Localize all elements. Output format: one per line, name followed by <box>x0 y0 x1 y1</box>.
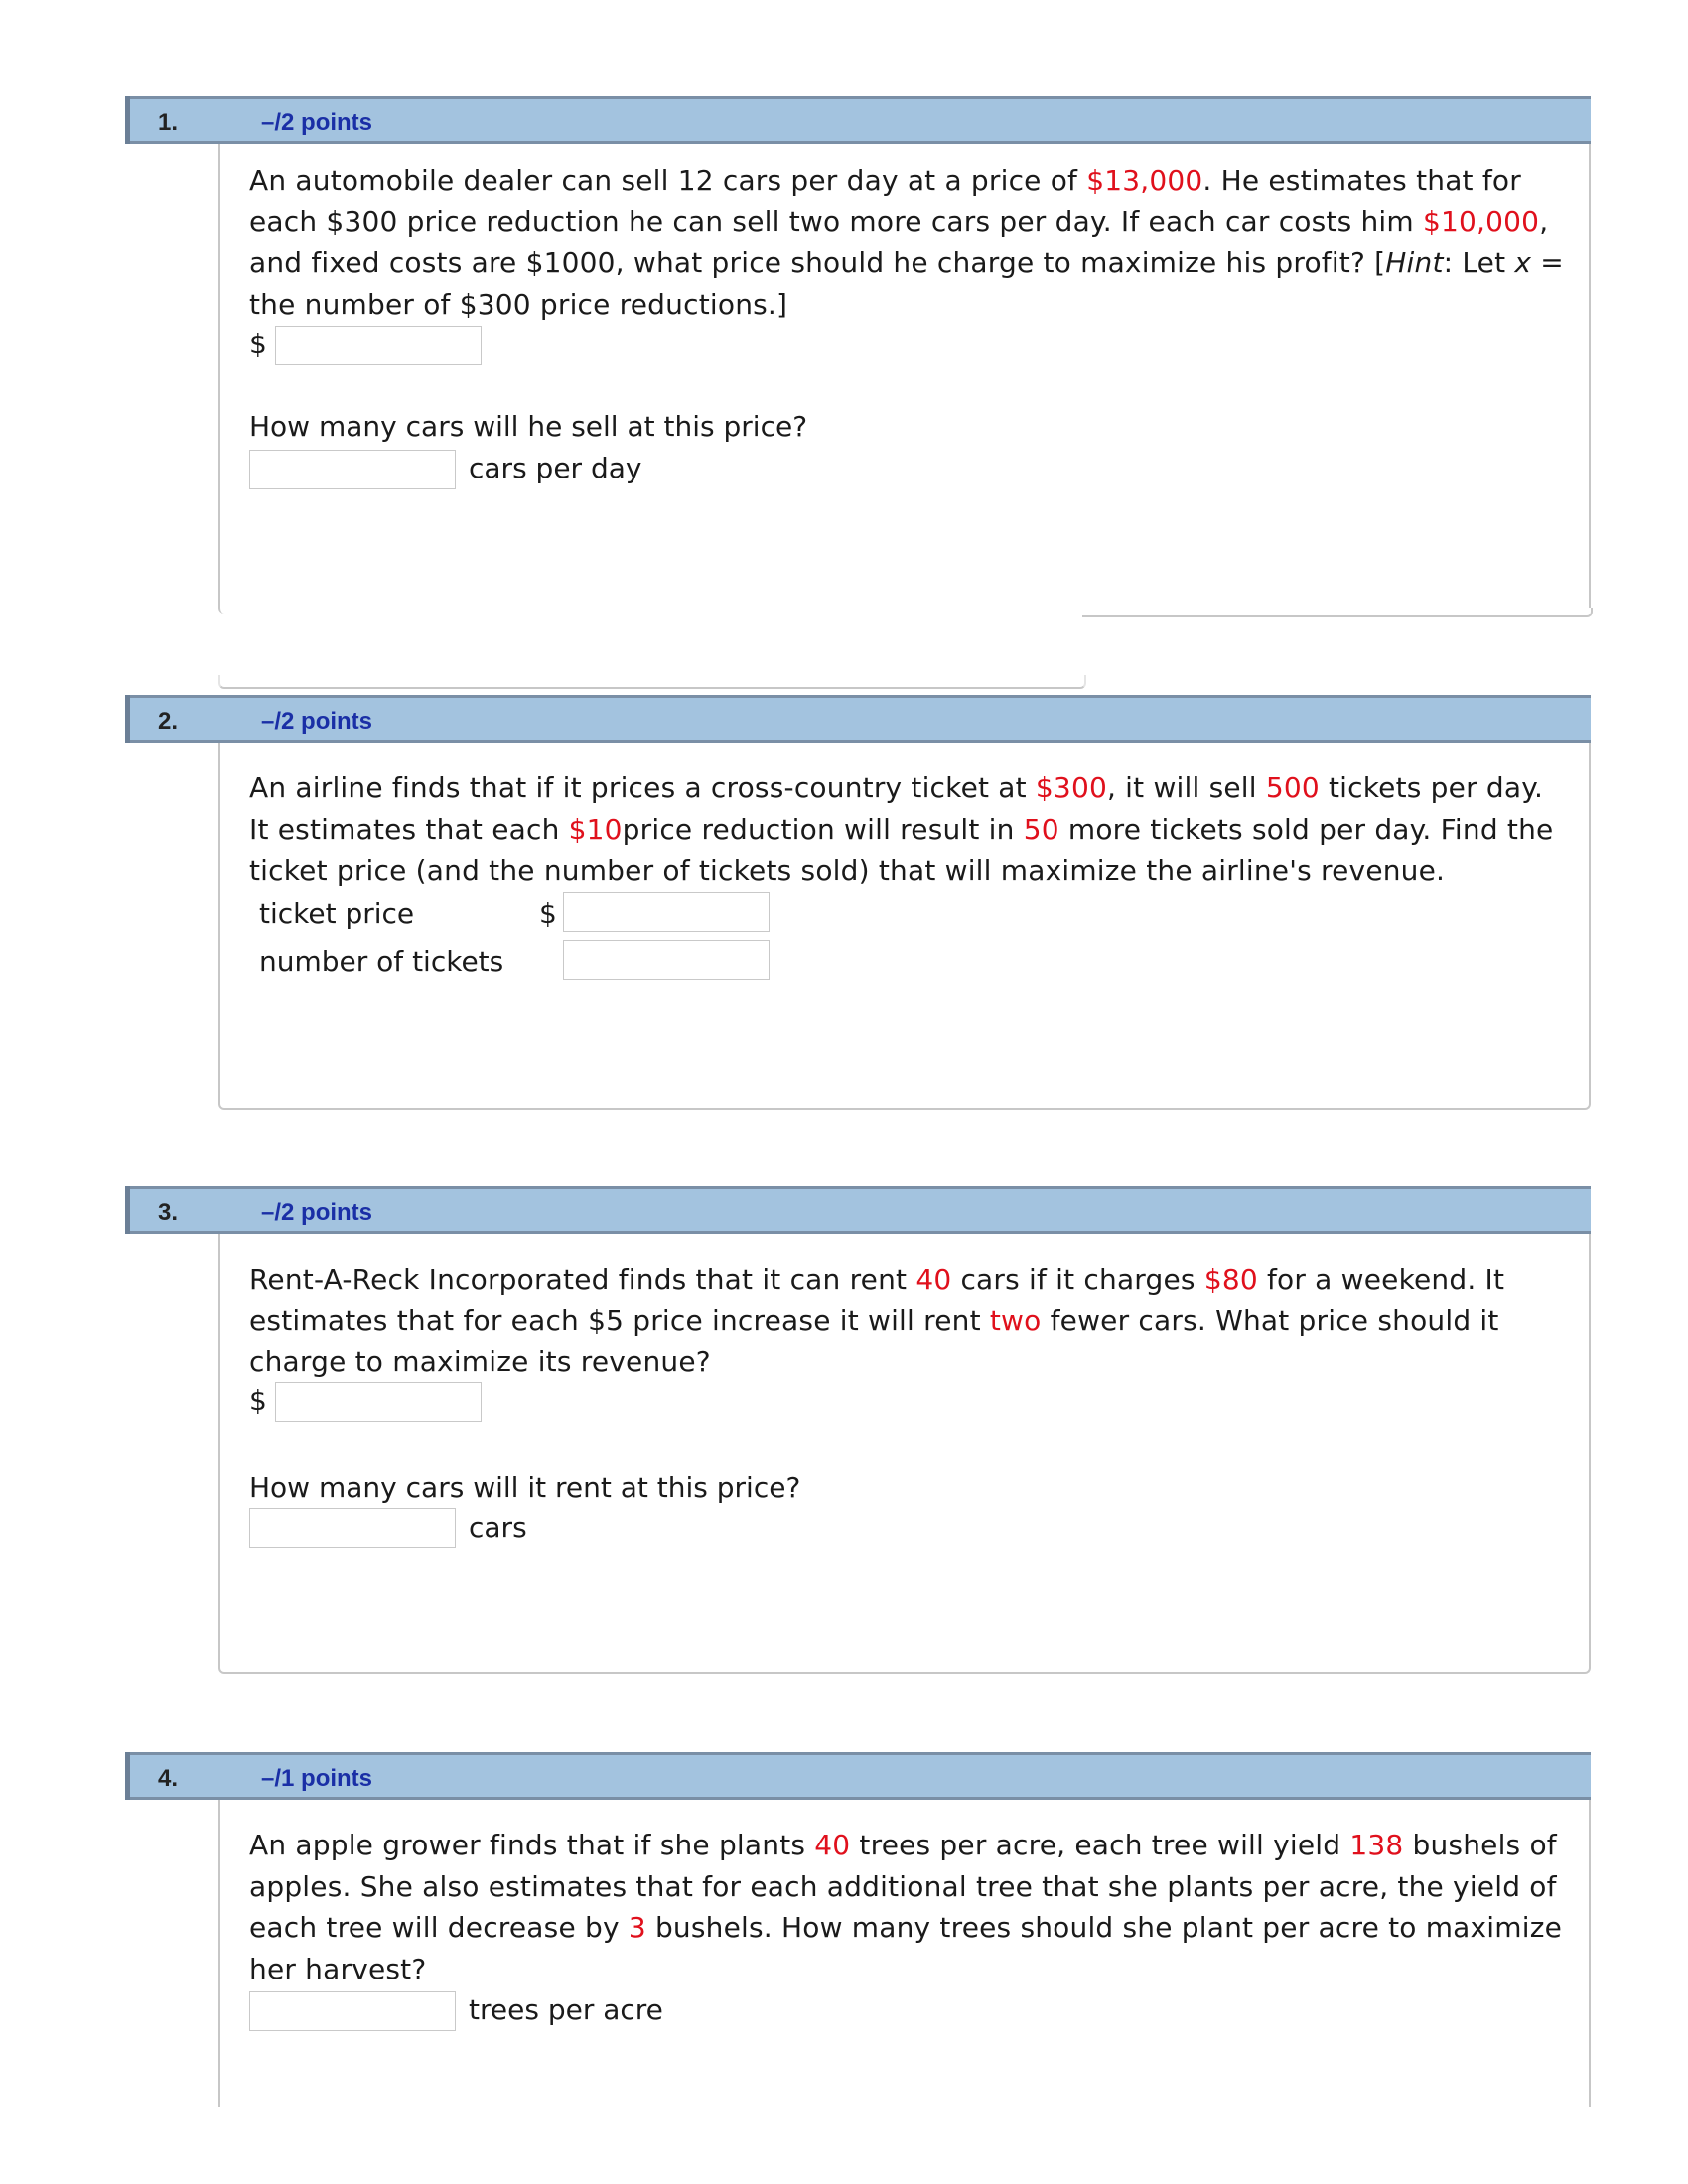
highlighted-value: $80 <box>1203 1263 1258 1296</box>
text-segment: : Let <box>1443 246 1515 279</box>
dollar-sign: $ <box>249 1384 267 1417</box>
points-label: –/2 points <box>261 1199 373 1226</box>
text-segment: , and fixed costs are $1000, what price should he charge to maximize his profit? [ <box>249 205 1549 279</box>
highlighted-value: $13,000 <box>1086 164 1203 197</box>
unit-label: cars <box>469 1511 527 1544</box>
highlighted-value: $10,000 <box>1423 205 1540 238</box>
highlighted-value: 138 <box>1349 1829 1404 1861</box>
cars-rented-input[interactable] <box>249 1508 456 1548</box>
question-4-header <box>125 1752 1591 1800</box>
highlighted-value: two <box>989 1303 1042 1337</box>
points-label: –/2 points <box>261 109 373 136</box>
ticket-price-input[interactable] <box>563 892 770 932</box>
question-2-header <box>125 695 1591 743</box>
question-number: 4. <box>158 1765 179 1792</box>
italic-text: x <box>1514 246 1532 279</box>
tickets-label: number of tickets <box>259 945 504 978</box>
italic-text: Hint <box>1385 246 1444 279</box>
text-segment: . He estimates that for each $300 price reduction he can sell two more cars per day. If each car costs him <box>249 164 1521 238</box>
tickets-input[interactable] <box>563 940 770 980</box>
text-segment: more tickets sold per day. Find the ticket price (and the number of tickets sold) that will maximize the airline's revenue. <box>249 812 1554 887</box>
price-answer-input[interactable] <box>275 326 482 365</box>
text-segment: An airline finds that if it prices a cross-country ticket at <box>249 771 1036 804</box>
panel-edge <box>1082 608 1593 617</box>
question-2-text <box>249 767 1570 891</box>
question-number: 2. <box>158 708 179 735</box>
text-segment: = the number of $300 price reductions.] <box>249 246 1564 321</box>
text-segment: trees per acre, each tree will yield <box>850 1829 1350 1861</box>
question-1-text <box>249 160 1570 325</box>
question-3-text <box>249 1259 1570 1383</box>
question-3-header <box>125 1186 1591 1234</box>
trees-per-acre-input[interactable] <box>249 1991 456 2031</box>
text-segment: bushels of apples. She also estimates that for each additional tree that she plants per acre, the yield of each tree will decrease by <box>249 1829 1557 1944</box>
highlighted-value: 40 <box>915 1263 952 1296</box>
text-segment: price reduction will result in <box>622 812 1024 846</box>
points-label: –/1 points <box>261 1765 373 1792</box>
ticket-price-label: ticket price <box>259 897 415 930</box>
text-segment: cars if it charges <box>951 1263 1204 1296</box>
question-1-header <box>125 96 1591 144</box>
question-number: 3. <box>158 1199 179 1226</box>
highlighted-value: 40 <box>814 1829 851 1861</box>
highlighted-value: 500 <box>1265 771 1320 804</box>
price-answer-input[interactable] <box>275 1382 482 1422</box>
question-number: 1. <box>158 109 179 136</box>
page-bottom-margin <box>0 2107 1688 2184</box>
highlighted-value: $300 <box>1035 771 1107 804</box>
text-segment: Rent-A-Reck Incorporated finds that it can rent <box>249 1263 916 1296</box>
text-segment: bushels. How many trees should she plant per acre to maximize her harvest? <box>249 1911 1563 1985</box>
points-label: –/2 points <box>261 708 373 735</box>
cars-per-day-input[interactable] <box>249 450 456 489</box>
highlighted-value: 50 <box>1023 812 1059 846</box>
page-break-fragment <box>218 675 1086 689</box>
text-segment: fewer cars. What price should it charge to maximize its revenue? <box>249 1303 1499 1378</box>
highlighted-value: 3 <box>628 1911 646 1944</box>
text-segment: for a weekend. It estimates that for each $5 price increase it will rent <box>249 1263 1505 1337</box>
text-segment: , it will sell <box>1106 771 1266 804</box>
question-4-text <box>249 1825 1570 1989</box>
dollar-sign: $ <box>249 328 267 360</box>
highlighted-value: $10 <box>568 812 623 846</box>
text-segment: An apple grower finds that if she plants <box>249 1829 815 1861</box>
unit-label: trees per acre <box>469 1993 663 2026</box>
text-segment: tickets per day. It estimates that each <box>249 771 1544 846</box>
sub-question: How many cars will he sell at this price? <box>249 410 808 443</box>
sub-question: How many cars will it rent at this price? <box>249 1471 801 1504</box>
dollar-sign: $ <box>539 897 557 930</box>
text-segment: An automobile dealer can sell 12 cars per day at a price of <box>249 164 1087 197</box>
unit-label: cars per day <box>469 452 642 484</box>
